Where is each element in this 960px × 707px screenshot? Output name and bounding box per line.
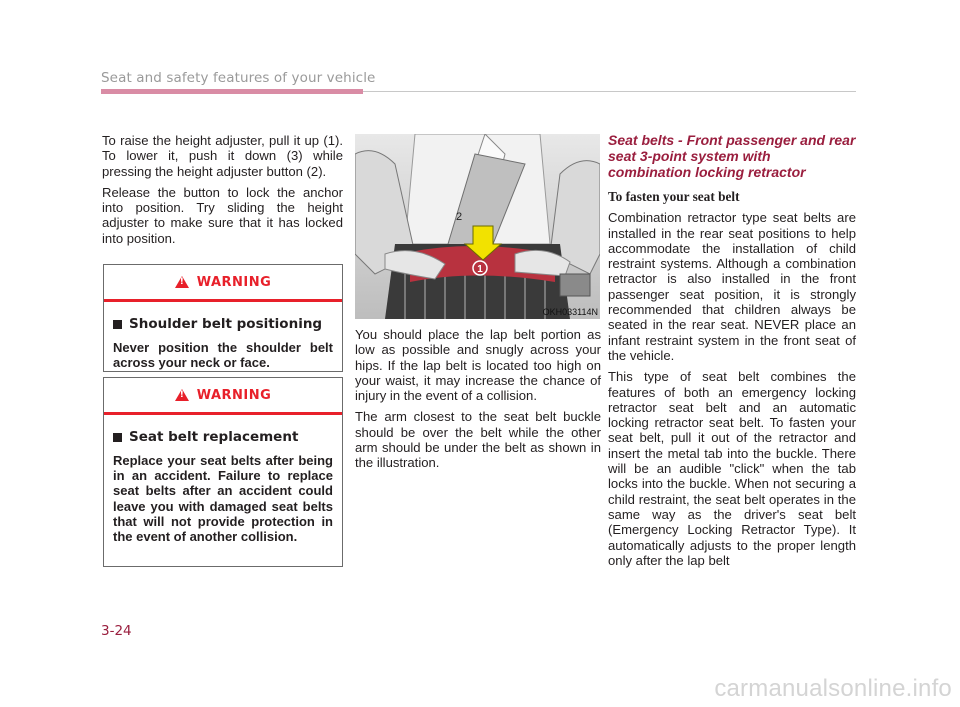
warning-title-text: Seat belt replacement	[129, 429, 299, 445]
warning-box-shoulder-belt	[103, 264, 343, 372]
warning-header	[104, 378, 342, 412]
warning-text: Never position the shoulder belt across your neck or face.	[113, 340, 333, 371]
warning-title	[113, 316, 333, 332]
column-middle	[355, 327, 601, 477]
arm-position-paragraph: The arm closest to the seat belt buckle should be over the belt while the other arm should be under the belt as shown in the illustration.	[355, 409, 601, 471]
warning-box-belt-replacement	[103, 377, 343, 567]
lap-belt-paragraph: You should place the lap belt portion as low as possible and snugly across your hips. If the lap belt is located too high on your waist, it may increase the chance of injury in the event of a collision.	[355, 327, 601, 404]
column-left	[102, 133, 343, 252]
warning-label: WARNING	[196, 274, 272, 290]
page-number: 3-24	[101, 623, 132, 639]
page-header-title: Seat and safety features of your vehicle	[101, 70, 376, 86]
height-adjuster-paragraph: To raise the height adjuster, pull it up (1). To lower it, push it down (3) while pressing the height adjuster button (2).	[102, 133, 343, 179]
warning-header	[104, 265, 342, 299]
callout-2: 2	[456, 211, 463, 223]
warning-triangle-icon	[175, 389, 189, 401]
callout-1: 1	[477, 264, 483, 275]
header-rule	[363, 91, 856, 92]
warning-label: WARNING	[196, 387, 272, 403]
square-bullet-icon	[113, 320, 122, 329]
figure-code: OKH033114N	[542, 307, 598, 317]
sub-heading: To fasten your seat belt	[608, 189, 740, 204]
combination-retractor-paragraph: Combination retractor type seat belts are installed in the rear seat positions to help accommodate the installation of child restraint systems. Although a combination retractor is also installed in the front passenger seat position, it is strongly recommended that children always be seated in the rear seat. NEVER place an infant restraint system in the front seat of the vehicle.	[608, 210, 856, 363]
section-heading: Seat belts - Front passenger and rear seat 3-point system with combination locking retractor	[608, 132, 856, 180]
warning-text: Replace your seat belts after being in an accident. Failure to replace seat belts after an accident could leave you with damaged seat belts that will not provide protection in the event of another collision.	[113, 453, 333, 545]
warning-triangle-icon	[175, 276, 189, 288]
lap-belt-figure-drawing	[355, 134, 600, 319]
seat-belt-illustration	[355, 134, 600, 319]
warning-title	[113, 429, 333, 445]
fasten-belt-paragraph: This type of seat belt combines the features of both an emergency locking retractor seat belt and an automatic locking retractor seat belt. To fasten your seat belt, pull it out of the retractor and insert the metal tab into the buckle. There will be an audible "click" when the tab locks into the buckle. When not securing a child restraint, the seat belt operates in the same way as the driver's seat belt (Emergency Locking Retractor Type). It automatically adjusts to the proper length only after the lap belt	[608, 369, 856, 568]
watermark: carmanualsonline.info	[714, 675, 952, 702]
header-accent-bar	[101, 89, 363, 94]
lock-anchor-paragraph: Release the button to lock the anchor into position. Try sliding the height adjuster to make sure that it has locked into position.	[102, 184, 343, 246]
column-right	[608, 132, 856, 574]
warning-title-text: Shoulder belt positioning	[129, 316, 323, 332]
square-bullet-icon	[113, 433, 122, 442]
